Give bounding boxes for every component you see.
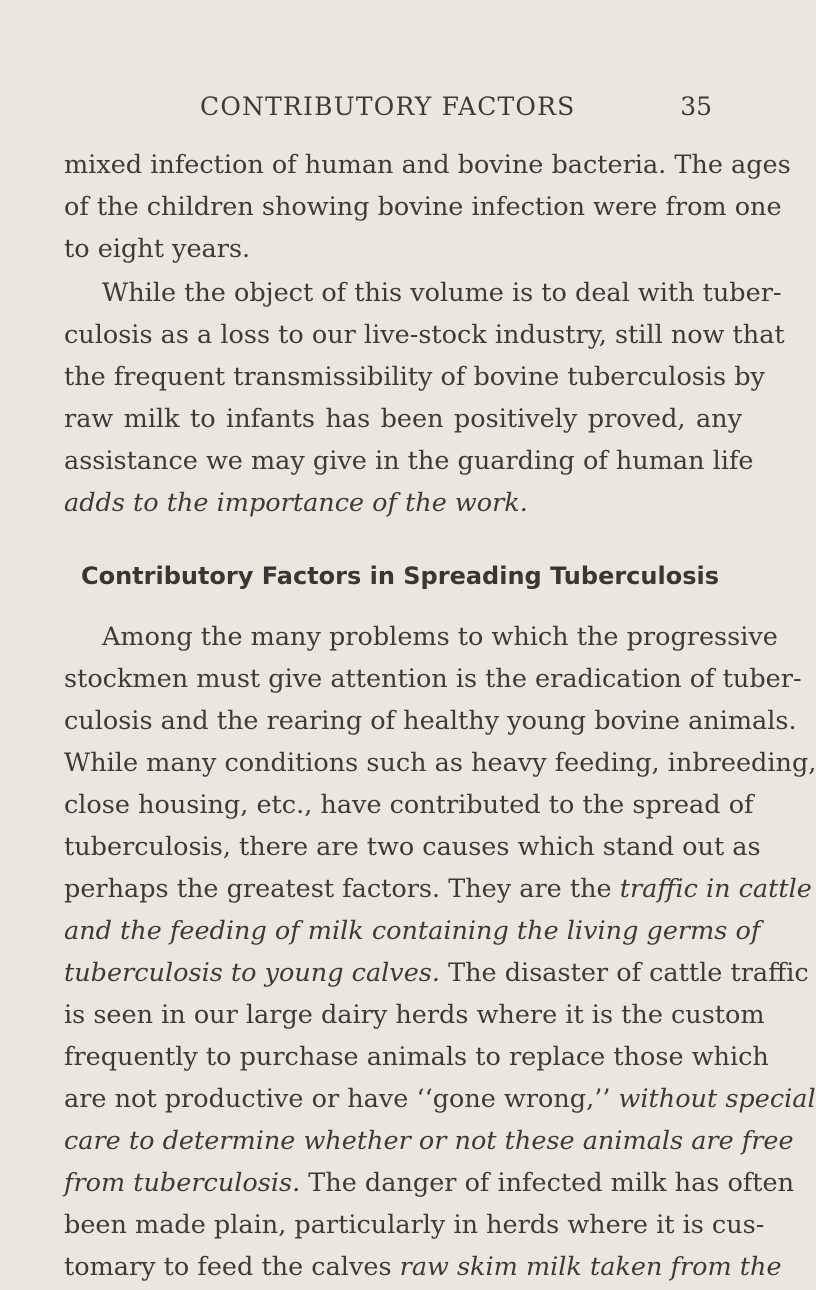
text-run: perhaps the greatest factors. They are the <box>64 874 620 904</box>
text-run: The disaster of cattle traffic <box>440 958 809 988</box>
text-line-italic: care to determine whether or not these animals are free <box>64 1126 794 1156</box>
text-line <box>64 868 812 910</box>
italic-run: raw skim milk taken from the <box>399 1252 782 1282</box>
text-line: is seen in our large dairy herds where it is the custom <box>64 1000 765 1030</box>
italic-run: without special <box>618 1084 816 1114</box>
italic-run: tuberculosis to young calves. <box>64 958 440 988</box>
text-line: frequently to purchase animals to replace those which <box>64 1042 769 1072</box>
text-line-italic: and the feeding of milk containing the living germs of <box>64 916 761 946</box>
text-line: raw milk to infants has been positively proved, any <box>64 404 742 434</box>
running-head <box>0 92 800 132</box>
italic-run: from tuberculosis. <box>64 1168 301 1198</box>
text-line: mixed infection of human and bovine bacteria. The ages <box>64 150 791 180</box>
text-line <box>64 1246 782 1286</box>
text-run: The danger of infected milk has often <box>300 1168 795 1198</box>
text-line: the frequent transmissibility of bovine tuberculosis by <box>64 362 765 392</box>
text-line: close housing, etc., have contributed to the spread of <box>64 790 754 820</box>
section-heading: Contributory Factors in Spreading Tuberculosis <box>80 562 720 590</box>
text-line: While the object of this volume is to deal with tuber- <box>102 278 782 308</box>
text-line: to eight years. <box>64 234 251 264</box>
running-title: CONTRIBUTORY FACTORS <box>200 92 576 121</box>
text-line-italic: adds to the importance of the work. <box>64 488 528 518</box>
text-line: culosis and the rearing of healthy young bovine animals. <box>64 706 797 736</box>
italic-run: traffic in cattle <box>619 874 812 904</box>
text-line: culosis as a loss to our live-stock industry, still now that <box>64 320 785 350</box>
text-line: assistance we may give in the guarding of human life <box>64 446 754 476</box>
text-run: tomary to feed the calves <box>64 1252 400 1282</box>
text-line: stockmen must give attention is the eradication of tuber- <box>64 664 802 694</box>
text-line: tuberculosis, there are two causes which stand out as <box>64 832 761 862</box>
text-line <box>64 1162 795 1204</box>
text-line <box>64 1078 816 1120</box>
text-run: are not productive or have ‘‘gone wrong,’’ <box>64 1084 619 1114</box>
text-line: been made plain, particularly in herds where it is cus- <box>64 1210 765 1240</box>
page-number: 35 <box>680 92 712 121</box>
text-line: While many conditions such as heavy feeding, inbreeding, <box>64 748 816 778</box>
text-line: of the children showing bovine infection were from one <box>64 192 782 222</box>
text-line <box>64 952 809 994</box>
text-line: Among the many problems to which the progressive <box>102 622 778 652</box>
